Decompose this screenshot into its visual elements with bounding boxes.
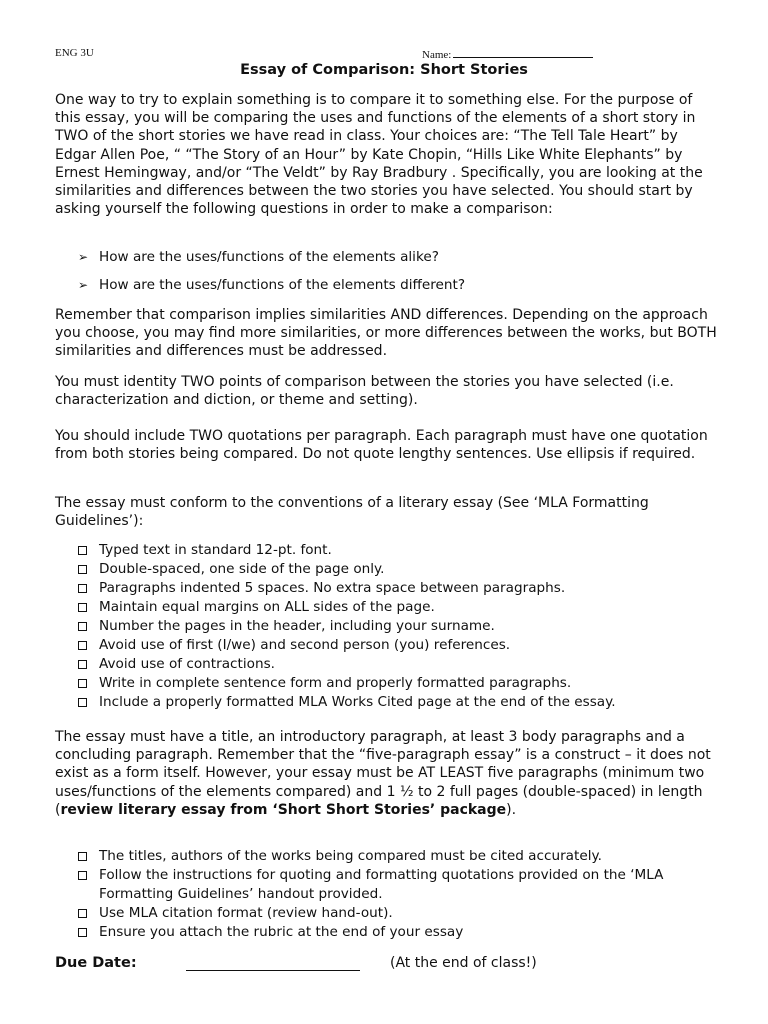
question-item: ➢ How are the uses/functions of the elements alike? [78,243,718,271]
checklist-item: Typed text in standard 12-pt. font. [78,541,718,560]
checklist-item: Maintain equal margins on ALL sides of the page. [78,598,718,617]
arrow-bullet-icon: ➢ [78,250,89,264]
checkbox-icon [78,928,87,937]
course-code: ENG 3U [55,47,94,59]
due-date-note: (At the end of class!) [390,955,537,971]
checkbox-icon [78,565,87,574]
checkbox-icon [78,852,87,861]
arrow-bullet-icon: ➢ [78,278,89,292]
checklist-item: Follow the instructions for quoting and formatting quotations provided on the ‘MLA Formatting Guidelines’ handout provided. [78,866,718,904]
checkbox-icon [78,622,87,631]
name-field [422,47,593,61]
remember-paragraph: Remember that comparison implies similarities AND differences. Depending on the approach you choose, you may find more similarities, or more differences between the works, but BOTH similarities and differences must be addressed. [55,307,717,360]
checkbox-icon [78,546,87,555]
review-package-note: review literary essay from ‘Short Short Stories’ package [60,801,507,818]
checklist-item: Write in complete sentence form and properly formatted paragraphs. [78,674,718,693]
checklist-item: Number the pages in the header, including your surname. [78,617,718,636]
checklist-item: Avoid use of contractions. [78,655,718,674]
checklist-item: Double-spaced, one side of the page only. [78,560,718,579]
question-item: ➢ How are the uses/functions of the elements different? [78,271,718,299]
checklist-item: Avoid use of first (I/we) and second person (you) references. [78,636,718,655]
formatting-checklist [78,541,718,712]
checkbox-icon [78,909,87,918]
question-list [78,243,718,299]
checkbox-icon [78,584,87,593]
name-blank-line [453,47,593,58]
checklist-item: The titles, authors of the works being compared must be cited accurately. [78,847,718,866]
identify-paragraph: You must identity TWO points of comparison between the stories you have selected (i.e. characterization and diction, or theme and setting). [55,374,674,409]
quotations-paragraph: You should include TWO quotations per paragraph. Each paragraph must have one quotation from both stories being compared. Do not quote lengthy sentences. Use ellipsis if required. [55,428,708,463]
citation-checklist [78,847,718,942]
intro-paragraph: One way to try to explain something is to compare it to something else. For the purpose of this essay, you will be comparing the uses and functions of the elements of a short story in TWO of the short stories we have read in class. Your choices are: “The Tell Tale Heart” by Edgar Allen Poe, “ “The Story of an Hour” by Kate Chopin, “Hills Like White Elephants” by Ernest Hemingway, and/or “The Veldt” by Ray Bradbury . Specifically, you are looking at the similarities and differences between the two stories you have selected. You should start by asking yourself the following questions in order to make a comparison: [55,92,703,218]
checklist-item: Use MLA citation format (review hand-out). [78,904,718,923]
document-title: Essay of Comparison: Short Stories [240,62,528,78]
checkbox-icon [78,603,87,612]
checklist-item: Ensure you attach the rubric at the end of your essay [78,923,718,942]
checkbox-icon [78,698,87,707]
checkbox-icon [78,871,87,880]
name-label: Name: [422,49,452,61]
structure-paragraph: The essay must have a title, an introductory paragraph, at least 3 body paragraphs and a concluding paragraph. Remember that the “five-paragraph essay” is a construct – it does not exist as a form itself. However, your essay must be AT LEAST five paragraphs (minimum two uses/functions of the elements compared) and 1 ½ to 2 full pages (double-spaced) in length (review literary essay from ‘Short Short Stories’ package). [55,729,711,818]
conform-paragraph: The essay must conform to the conventions of a literary essay (See ‘MLA Formatting Guidelines’): [55,495,649,530]
checklist-item: Paragraphs indented 5 spaces. No extra space between paragraphs. [78,579,718,598]
checkbox-icon [78,660,87,669]
due-date-blank-line [186,970,360,971]
checkbox-icon [78,679,87,688]
checkbox-icon [78,641,87,650]
checklist-item: Include a properly formatted MLA Works Cited page at the end of the essay. [78,693,718,712]
due-date-label: Due Date: [55,955,137,971]
